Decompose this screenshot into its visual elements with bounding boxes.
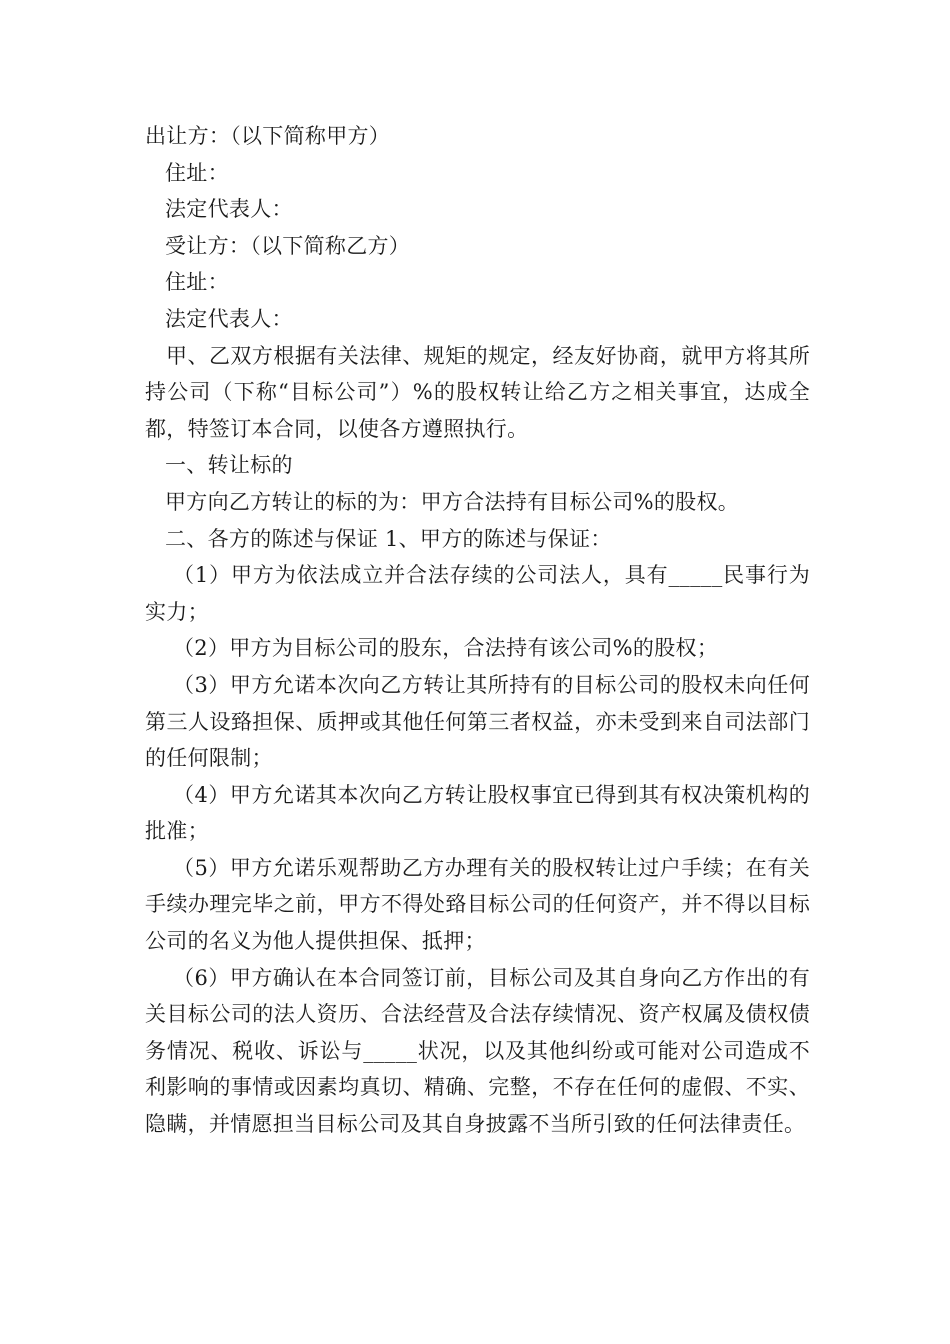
contract-page [145, 118, 810, 1143]
assignor-representative: 法定代表人： [165, 197, 293, 222]
assignee-address: 住址： [165, 270, 229, 295]
assignor-line: 出让方：（以下简称甲方） [145, 124, 391, 148]
assignee-line: 受让方：（以下简称乙方） [165, 233, 411, 258]
section-1-text: 甲方向乙方转让的标的为：甲方合法持有目标公司%的股权。 [165, 489, 740, 514]
assignee-representative: 法定代表人： [165, 306, 293, 331]
section-2-heading: 二、各方的陈述与保证 1、甲方的陈述与保证： [165, 526, 612, 551]
clause-item: （4）甲方允诺其本次向乙方转让股权事宜已得到其有权决策机构的批准； [145, 782, 810, 844]
clause-item: （6）甲方确认在本合同签订前，目标公司及其自身向乙方作出的有关目标公司的法人资历、合法经营及合法存续情况、资产权属及债权债务情况、税收、诉讼与_____状况，以及其他纠纷或可能对公司造成不利影响的事情或因素均真切、精确、完整，不存在任何的虚假、不实、隐瞒，并情愿担当目标公司及其自身披露不当所引致的任何法律责任。 [145, 965, 810, 1137]
clause-item: （3）甲方允诺本次向乙方转让其所持有的目标公司的股权未向任何第三人设臵担保、质押或其他任何第三者权益，亦未受到来自司法部门的任何限制； [145, 672, 810, 771]
clause-item: （5）甲方允诺乐观帮助乙方办理有关的股权转让过户手续；在有关手续办理完毕之前，甲方不得处臵目标公司的任何资产，并不得以目标公司的名义为他人提供担保、抵押； [145, 855, 810, 954]
clause-item: （2）甲方为目标公司的股东，合法持有该公司%的股权； [173, 636, 719, 661]
assignor-address: 住址： [165, 160, 229, 185]
preamble-paragraph: 甲、乙双方根据有关法律、规矩的规定，经友好协商，就甲方将其所持公司（下称“目标公司”）%的股权转让给乙方之相关事宜，达成全都，特签订本合同，以使各方遵照执行。 [145, 343, 810, 441]
clause-item: （1）甲方为依法成立并合法存续的公司法人，具有_____民事行为实力； [145, 563, 810, 624]
section-1-heading: 一、转让标的 [165, 453, 293, 478]
